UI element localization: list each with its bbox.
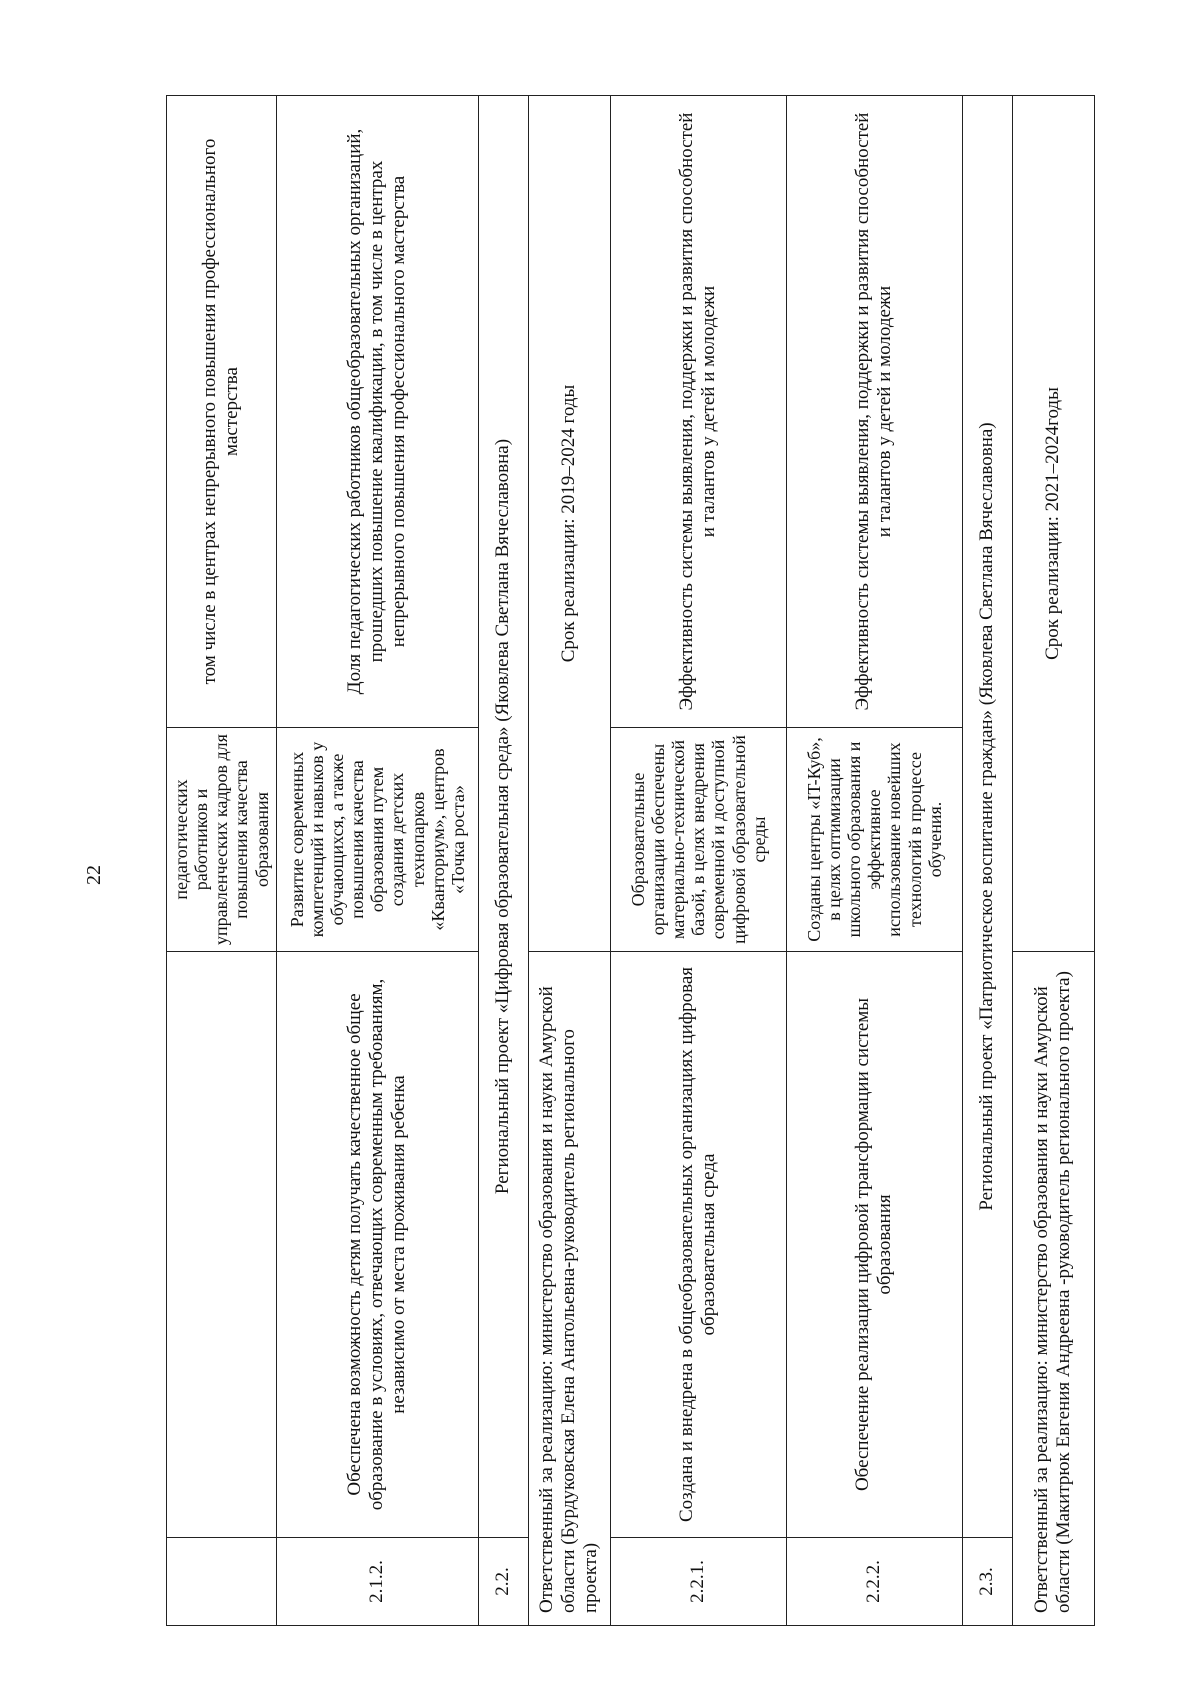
- indicator-cell: Эффективность системы выявления, поддержки и развития способностей и талантов у детей и молодежи: [610, 96, 786, 728]
- term-cell: Срок реализации: 2021–2024годы: [1012, 96, 1094, 952]
- table-row: [786, 96, 962, 1626]
- table-row: [962, 96, 1012, 1626]
- responsible-cell: Ответственный за реализацию: министерство образования и науки Амурской области (Макитрюк Евгения Андреевна -руководитель регионального проекта): [1012, 952, 1094, 1626]
- table-row: [167, 96, 277, 1626]
- responsible-cell: Ответственный за реализацию: министерство образования и науки Амурской области (Бурдуковская Елена Анатольевна-руководитель регионального проекта): [528, 952, 610, 1626]
- regional-project-title: Региональный проект «Цифровая образовательная среда» (Яковлева Светлана Вячеславовна): [478, 96, 528, 1538]
- regional-project-title: Региональный проект «Патриотическое воспитание граждан» (Яковлева Светлана Вячеславовна): [962, 96, 1012, 1538]
- indicator-cell: Эффективность системы выявления, поддержки и развития способностей и талантов у детей и молодежи: [786, 96, 962, 728]
- goal-cell: Обеспечение реализации цифровой трансформации системы образования: [786, 952, 962, 1538]
- result-cell: педагогических работников и управленческих кадров для повышения качества образования: [167, 728, 277, 952]
- indicator-cell: Доля педагогических работников общеобразовательных организаций, прошедших повышение квалификации, в том числе в центрах непрерывного повышения профессионального мастерства: [276, 96, 478, 728]
- term-cell: Срок реализации: 2019–2024 годы: [528, 96, 610, 952]
- page-number: 22: [83, 865, 105, 885]
- row-number: 2.3.: [962, 1538, 1012, 1626]
- table-row: [528, 96, 610, 1626]
- table-row: [276, 96, 478, 1626]
- result-cell: Созданы центры «IT-Куб», в целях оптимизации школьного образования и эффективное использование новейших технологий в процессе обучения.: [786, 728, 962, 952]
- program-table: [166, 95, 1095, 1626]
- row-number: [167, 1538, 277, 1626]
- goal-cell: Обеспечена возможность детям получать качественное общее образование в условиях, отвечающих современным требованиям, независимо от места проживания ребенка: [276, 952, 478, 1538]
- row-number: 2.2.: [478, 1538, 528, 1626]
- result-cell: Образовательные организации обеспечены материально-технической базой, в целях внедрения современной и доступной цифровой образовательной среды: [610, 728, 786, 952]
- row-number: 2.2.2.: [786, 1538, 962, 1626]
- table-row: [610, 96, 786, 1626]
- table-row: [1012, 96, 1094, 1626]
- goal-cell: [167, 952, 277, 1538]
- goal-cell: Создана и внедрена в общеобразовательных организациях цифровая образовательная среда: [610, 952, 786, 1538]
- rotated-table-sheet: [166, 96, 1122, 1626]
- indicator-cell: том числе в центрах непрерывного повышения профессионального мастерства: [167, 96, 277, 728]
- row-number: 2.2.1.: [610, 1538, 786, 1626]
- table-row: [478, 96, 528, 1626]
- result-cell: Развитие современных компетенций и навыков у обучающихся, а также повышения качества образования путем создания детских технопарков «Кванториум», центров «Точка роста»: [276, 728, 478, 952]
- row-number: 2.1.2.: [276, 1538, 478, 1626]
